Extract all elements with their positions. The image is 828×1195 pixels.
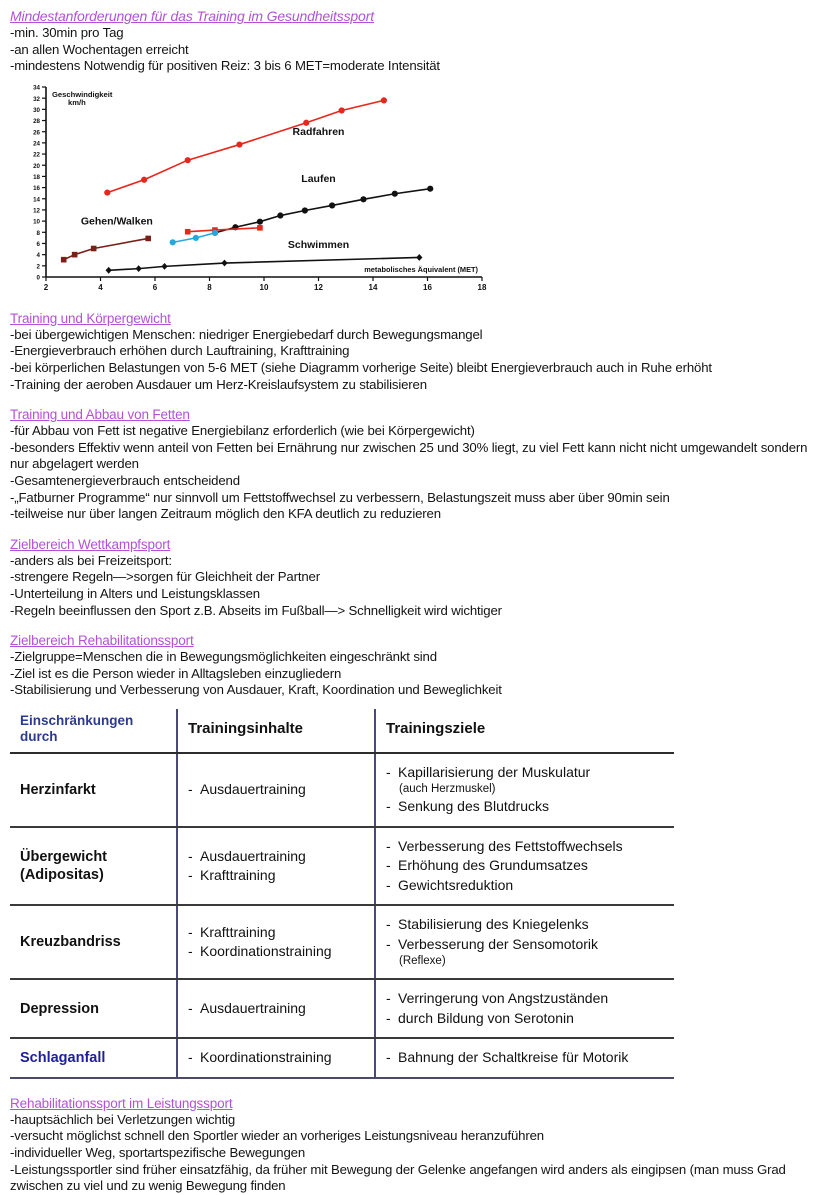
list-item-text: Ausdauertraining (200, 847, 306, 864)
table-header-text: durch (20, 728, 58, 744)
list-item-text: Verringerung von Angstzuständen (398, 990, 609, 1007)
svg-text:Radfahren: Radfahren (292, 125, 345, 138)
svg-text:22: 22 (33, 151, 40, 159)
row-label-cell (10, 827, 177, 906)
svg-text:28: 28 (33, 117, 40, 125)
section-abbau-fetten (0, 393, 828, 523)
svg-text:12: 12 (314, 282, 323, 292)
list-item-text: Krafttraining (200, 923, 276, 940)
row-label-cell (10, 905, 177, 979)
list-item: - Stabilisierung des Kniegelenks (386, 916, 589, 933)
list-item-text: Ausdauertraining (200, 1000, 306, 1017)
section-heading: Mindestanforderungen für das Training im Gesundheitssport (10, 8, 374, 24)
svg-text:0: 0 (36, 274, 40, 282)
list-item-text: durch Bildung von Serotonin (398, 1009, 574, 1026)
bullet-line: -Stabilisierung und Verbesserung von Ausdauer, Kraft, Koordination und Beweglichkeit (10, 682, 502, 698)
bullet-line: -versucht möglichst schnell den Sportler wieder an vorheriges Leistungsniveau heranzuführen (10, 1128, 544, 1144)
row-contents-cell (177, 753, 375, 827)
svg-text:12: 12 (33, 207, 40, 215)
row-contents-cell (177, 827, 375, 906)
svg-text:4: 4 (98, 282, 103, 292)
bullet-line: -Leistungssportler sind früher einsatzfähig, da früher mit Bewegung der Gelenke angefangen wird anders als eingipsen (man muss Grad zwischen zu viel und zu wenig Bewegung finden (10, 1161, 786, 1194)
svg-text:24: 24 (33, 140, 40, 148)
section-wettkampfsport (0, 523, 828, 619)
row-goals-cell (375, 905, 674, 979)
met-speed-chart (8, 81, 488, 303)
list-item: - Erhöhung des Grundumsatzes (386, 857, 588, 874)
row-label-cell (10, 753, 177, 827)
table-header-trainingsinhalte (177, 709, 375, 753)
list-item: - durch Bildung von Serotonin (386, 1009, 574, 1026)
svg-text:4: 4 (36, 252, 40, 260)
list-item: - Gewichtsreduktion (386, 876, 514, 893)
list-item-text: Erhöhung des Grundumsatzes (398, 857, 588, 874)
list-item-text: Koordinationstraining (200, 1049, 332, 1066)
chart-canvas (8, 81, 488, 303)
svg-text:16: 16 (423, 282, 432, 292)
svg-text:2: 2 (36, 263, 40, 271)
table-row (10, 979, 674, 1038)
svg-text:km/h: km/h (68, 97, 86, 107)
row-contents-cell (177, 979, 375, 1038)
list-item-text: Kapillarisierung der Muskulatur (398, 763, 591, 780)
bullet-line: -an allen Wochentagen erreicht (10, 41, 189, 57)
list-item-text: Verbesserung der Sensomotorik (398, 935, 598, 952)
list-item-subtext: (auch Herzmuskel) (399, 783, 496, 796)
svg-text:18: 18 (477, 282, 487, 292)
svg-text:32: 32 (33, 95, 40, 103)
row-goals-cell (375, 1038, 674, 1078)
table-header-text: Einschränkungen (20, 712, 134, 728)
table-row (10, 905, 674, 979)
svg-text:16: 16 (33, 184, 40, 192)
bullet-line: -für Abbau von Fett ist negative Energiebilanz erforderlich (wie bei Körpergewicht) (10, 423, 475, 439)
bullet-line: -Zielgruppe=Menschen die in Bewegungsmöglichkeiten eingeschränkt sind (10, 649, 437, 665)
svg-text:14: 14 (368, 282, 378, 292)
list-item: - Koordinationstraining (188, 943, 332, 960)
row-goals-cell (375, 827, 674, 906)
section-heading: Zielbereich Wettkampfsport (10, 536, 171, 552)
svg-text:8: 8 (36, 229, 40, 237)
list-item-text: Koordinationstraining (200, 943, 332, 960)
table-header-row (10, 709, 674, 753)
list-item: - Kapillarisierung der Muskulatur (386, 763, 591, 780)
row-label: Schlaganfall (20, 1050, 106, 1067)
svg-text:Laufen: Laufen (301, 172, 336, 185)
bullet-line: -Gesamtenergieverbrauch entscheidend (10, 472, 240, 488)
row-label-cell (10, 1038, 177, 1078)
rehabilitation-table (10, 709, 674, 1079)
bullet-line: -Training der aeroben Ausdauer um Herz-Kreislaufsystem zu stabilisieren (10, 376, 427, 392)
svg-text:20: 20 (33, 162, 40, 170)
table-header-text: Trainingsinhalte (188, 720, 304, 738)
bullet-line: -„Fatburner Programme“ nur sinnvoll um Fettstoffwechsel zu verbessern, Belastungszeit muss aber über 90min sein (10, 489, 670, 505)
bullet-line: -strengere Regeln—>sorgen für Gleichheit der Partner (10, 569, 320, 585)
svg-text:Geschwindigkeit: Geschwindigkeit (52, 89, 113, 99)
section-heading: Training und Körpergewicht (10, 310, 171, 326)
bullet-line: -Energieverbrauch erhöhen durch Lauftraining, Krafttraining (10, 343, 350, 359)
svg-text:18: 18 (33, 173, 40, 181)
bullet-line: -bei körperlichen Belastungen von 5-6 MET (siehe Diagramm vorherige Seite) bleibt Energieverbrauch auch in Ruhe erhöht (10, 359, 712, 375)
bullet-line: -Regeln beeinflussen den Sport z.B. Abseits im Fußball—> Schnelligkeit wird wichtiger (10, 602, 502, 618)
svg-text:Schwimmen: Schwimmen (287, 238, 350, 251)
row-contents-cell (177, 905, 375, 979)
svg-text:30: 30 (33, 106, 40, 114)
section-heading: Rehabilitationssport im Leistungssport (10, 1095, 233, 1111)
list-item: - Bahnung der Schaltkreise für Motorik (386, 1049, 629, 1066)
list-item: - Verringerung von Angstzuständen (386, 990, 609, 1007)
svg-text:14: 14 (33, 196, 40, 204)
list-item: - Verbesserung der Sensomotorik (386, 935, 598, 952)
svg-text:10: 10 (259, 282, 269, 292)
svg-text:6: 6 (152, 282, 158, 292)
section-koerpergewicht (0, 303, 828, 393)
bullet-line: -anders als bei Freizeitsport: (10, 552, 172, 568)
section-reha-leistungssport (0, 1079, 828, 1195)
table-header-einschraenkungen (10, 709, 177, 753)
list-item-text: Stabilisierung des Kniegelenks (398, 916, 589, 933)
svg-text:34: 34 (33, 84, 40, 92)
bullet-line: -bei übergewichtigen Menschen: niedriger Energiebedarf durch Bewegungsmangel (10, 326, 483, 342)
row-contents-cell (177, 1038, 375, 1078)
list-item: - Krafttraining (188, 923, 276, 940)
list-item: - Senkung des Blutdrucks (386, 798, 549, 815)
table-row (10, 827, 674, 906)
row-label: Kreuzbandriss (20, 934, 121, 951)
row-label: Übergewicht (20, 849, 108, 866)
table-row (10, 1038, 674, 1078)
bullet-line: -Unterteilung in Alters und Leistungsklassen (10, 585, 260, 601)
bullet-line: -individueller Weg, sportartspezifische Bewegungen (10, 1145, 306, 1161)
section-heading: Zielbereich Rehabilitationssport (10, 633, 194, 649)
rehabilitation-table-wrapper (10, 709, 629, 1079)
list-item: - Ausdauertraining (188, 847, 306, 864)
row-label: Depression (20, 1000, 99, 1017)
list-item: - Ausdauertraining (188, 781, 306, 798)
bullet-line: -hauptsächlich bei Verletzungen wichtig (10, 1111, 236, 1127)
list-item-text: Senkung des Blutdrucks (398, 798, 549, 815)
section-mindestanforderungen (0, 0, 828, 75)
svg-text:8: 8 (207, 282, 212, 292)
list-item-text: Bahnung der Schaltkreise für Motorik (398, 1049, 629, 1066)
svg-text:2: 2 (43, 282, 49, 292)
bullet-line: -min. 30min pro Tag (10, 25, 124, 40)
section-rehabilitationssport (0, 619, 828, 699)
row-label-secondary: (Adipositas) (20, 867, 104, 884)
svg-text:10: 10 (33, 218, 40, 226)
row-label-cell (10, 979, 177, 1038)
row-goals-cell (375, 979, 674, 1038)
list-item-text: Krafttraining (200, 867, 276, 884)
table-row (10, 753, 674, 827)
list-item: - Verbesserung des Fettstoffwechsels (386, 837, 623, 854)
list-item: - Krafttraining (188, 867, 276, 884)
bullet-line: -Ziel ist es die Person wieder in Alltagsleben einzugliedern (10, 665, 342, 681)
bullet-line: -mindestens Notwendig für positiven Reiz: 3 bis 6 MET=moderate Intensität (10, 58, 440, 74)
list-item-text: Ausdauertraining (200, 781, 306, 798)
table-header-text: Trainingsziele (386, 720, 486, 738)
list-item: - Ausdauertraining (188, 1000, 306, 1017)
row-goals-cell (375, 753, 674, 827)
row-label: Herzinfarkt (20, 781, 96, 798)
bullet-line: -besonders Effektiv wenn anteil von Fetten bei Ernährung nur zwischen 25 und 30% liegt, zu viel Fett kann nicht nicht umgewandelt sondern nur abgelagert werden (10, 439, 808, 472)
svg-text:26: 26 (33, 129, 40, 137)
section-heading: Training und Abbau von Fetten (10, 407, 190, 423)
list-item-text: Verbesserung des Fettstoffwechsels (398, 837, 623, 854)
list-item-subtext: (Reflexe) (399, 955, 446, 968)
svg-text:6: 6 (36, 240, 40, 248)
bullet-line: -teilweise nur über langen Zeitraum möglich den KFA deutlich zu reduzieren (10, 506, 441, 522)
list-item: - Koordinationstraining (188, 1049, 332, 1066)
svg-text:metabolisches Äquivalent (MET): metabolisches Äquivalent (MET) (364, 264, 478, 274)
list-item-text: Gewichtsreduktion (398, 876, 514, 893)
table-header-trainingsziele (375, 709, 674, 753)
svg-text:Gehen/Walken: Gehen/Walken (80, 215, 153, 228)
